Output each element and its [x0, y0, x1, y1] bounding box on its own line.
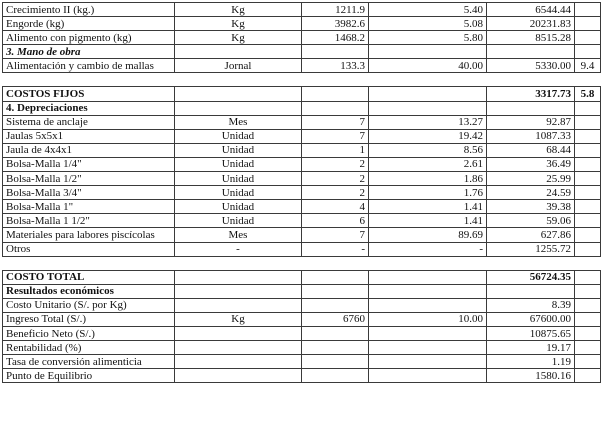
total-cell: [487, 45, 575, 59]
unit-cell: [175, 355, 302, 369]
row-label-cell: COSTO TOTAL: [3, 270, 175, 284]
table-row: [3, 172, 601, 186]
unit-cell: Unidad: [175, 157, 302, 171]
table-row: [3, 326, 601, 340]
percent-cell: [575, 228, 601, 242]
table-row: [3, 214, 601, 228]
total-cell: 627.86: [487, 228, 575, 242]
table-row: [3, 143, 601, 157]
table-row: [3, 369, 601, 383]
total-cell: [487, 284, 575, 298]
quantity-cell: -: [302, 242, 369, 256]
quantity-cell: 6: [302, 214, 369, 228]
quantity-cell: 133.3: [302, 59, 369, 73]
percent-cell: [575, 214, 601, 228]
unit-cell: Mes: [175, 115, 302, 129]
unit-cell: Kg: [175, 312, 302, 326]
row-label-cell: Rentabilidad (%): [3, 341, 175, 355]
unit-price-cell: [369, 326, 487, 340]
percent-cell: [575, 242, 601, 256]
unit-price-cell: 8.56: [369, 143, 487, 157]
total-cell: 68.44: [487, 143, 575, 157]
quantity-cell: [302, 341, 369, 355]
row-label-cell: Bolsa-Malla 1 1/2": [3, 214, 175, 228]
percent-cell: [575, 101, 601, 115]
unit-cell: [175, 270, 302, 284]
section-header-row: [3, 101, 601, 115]
unit-cell: Kg: [175, 3, 302, 17]
cost-table: [2, 2, 601, 383]
quantity-cell: [302, 298, 369, 312]
total-row: [3, 270, 601, 284]
unit-price-cell: [369, 298, 487, 312]
unit-cell: Kg: [175, 17, 302, 31]
row-label-cell: Alimentación y cambio de mallas: [3, 59, 175, 73]
total-cell: 39.38: [487, 200, 575, 214]
unit-price-cell: [369, 101, 487, 115]
row-label-cell: Bolsa-Malla 1/4": [3, 157, 175, 171]
total-cell: 56724.35: [487, 270, 575, 284]
total-cell: 1580.16: [487, 369, 575, 383]
unit-price-cell: 5.80: [369, 31, 487, 45]
row-label-cell: Tasa de conversión alimenticia: [3, 355, 175, 369]
percent-cell: [575, 157, 601, 171]
row-label-cell: COSTOS FIJOS: [3, 87, 175, 101]
percent-cell: [575, 17, 601, 31]
unit-cell: [175, 45, 302, 59]
unit-cell: [175, 298, 302, 312]
quantity-cell: 7: [302, 228, 369, 242]
unit-price-cell: 2.61: [369, 157, 487, 171]
unit-cell: Kg: [175, 31, 302, 45]
section-header-row: [3, 284, 601, 298]
unit-price-cell: 1.41: [369, 200, 487, 214]
unit-cell: Jornal: [175, 59, 302, 73]
unit-cell: Unidad: [175, 186, 302, 200]
quantity-cell: [302, 45, 369, 59]
percent-cell: 5.8: [575, 87, 601, 101]
unit-cell: Mes: [175, 228, 302, 242]
row-label-cell: 4. Depreciaciones: [3, 101, 175, 115]
percent-cell: 9.4: [575, 59, 601, 73]
unit-cell: Unidad: [175, 129, 302, 143]
quantity-cell: [302, 270, 369, 284]
percent-cell: [575, 3, 601, 17]
percent-cell: [575, 31, 601, 45]
unit-price-cell: [369, 341, 487, 355]
row-label-cell: Crecimiento II (kg.): [3, 3, 175, 17]
percent-cell: [575, 129, 601, 143]
row-label-cell: Costo Unitario (S/. por Kg): [3, 298, 175, 312]
unit-price-cell: 1.76: [369, 186, 487, 200]
spacer-row: [3, 73, 601, 87]
quantity-cell: [302, 369, 369, 383]
table-row: [3, 312, 601, 326]
total-cell: 6544.44: [487, 3, 575, 17]
row-label-cell: Materiales para labores piscícolas: [3, 228, 175, 242]
percent-cell: [575, 312, 601, 326]
total-row: [3, 87, 601, 101]
table-row: [3, 115, 601, 129]
percent-cell: [575, 284, 601, 298]
percent-cell: [575, 115, 601, 129]
quantity-cell: [302, 284, 369, 298]
total-cell: 25.99: [487, 172, 575, 186]
quantity-cell: 2: [302, 172, 369, 186]
table-row: [3, 298, 601, 312]
row-label-cell: Sistema de anclaje: [3, 115, 175, 129]
unit-price-cell: [369, 270, 487, 284]
quantity-cell: [302, 326, 369, 340]
unit-price-cell: 19.42: [369, 129, 487, 143]
spacer-cell: [3, 256, 601, 270]
percent-cell: [575, 172, 601, 186]
total-cell: 5330.00: [487, 59, 575, 73]
row-label-cell: Punto de Equilibrio: [3, 369, 175, 383]
total-cell: 24.59: [487, 186, 575, 200]
quantity-cell: 2: [302, 186, 369, 200]
section-header-row: [3, 45, 601, 59]
row-label-cell: Resultados económicos: [3, 284, 175, 298]
table-row: [3, 228, 601, 242]
quantity-cell: 1: [302, 143, 369, 157]
spacer-row: [3, 256, 601, 270]
table-row: [3, 355, 601, 369]
total-cell: 10875.65: [487, 326, 575, 340]
quantity-cell: [302, 355, 369, 369]
row-label-cell: Jaulas 5x5x1: [3, 129, 175, 143]
percent-cell: [575, 326, 601, 340]
total-cell: 19.17: [487, 341, 575, 355]
unit-price-cell: 5.40: [369, 3, 487, 17]
unit-cell: Unidad: [175, 172, 302, 186]
unit-price-cell: 1.41: [369, 214, 487, 228]
total-cell: 36.49: [487, 157, 575, 171]
quantity-cell: 3982.6: [302, 17, 369, 31]
unit-cell: Unidad: [175, 214, 302, 228]
unit-cell: [175, 341, 302, 355]
total-cell: 8.39: [487, 298, 575, 312]
total-cell: 1087.33: [487, 129, 575, 143]
total-cell: 92.87: [487, 115, 575, 129]
row-label-cell: Alimento con pigmento (kg): [3, 31, 175, 45]
total-cell: 1.19: [487, 355, 575, 369]
total-cell: 20231.83: [487, 17, 575, 31]
unit-price-cell: [369, 87, 487, 101]
total-cell: 67600.00: [487, 312, 575, 326]
unit-cell: [175, 87, 302, 101]
row-label-cell: Beneficio Neto (S/.): [3, 326, 175, 340]
row-label-cell: Bolsa-Malla 1/2": [3, 172, 175, 186]
percent-cell: [575, 200, 601, 214]
quantity-cell: 2: [302, 157, 369, 171]
percent-cell: [575, 298, 601, 312]
percent-cell: [575, 341, 601, 355]
cost-table-body: [3, 3, 601, 383]
table-row: [3, 17, 601, 31]
unit-price-cell: -: [369, 242, 487, 256]
quantity-cell: [302, 87, 369, 101]
unit-price-cell: [369, 355, 487, 369]
quantity-cell: [302, 101, 369, 115]
row-label-cell: Ingreso Total (S/.): [3, 312, 175, 326]
row-label-cell: Engorde (kg): [3, 17, 175, 31]
table-row: [3, 200, 601, 214]
percent-cell: [575, 369, 601, 383]
unit-cell: [175, 326, 302, 340]
percent-cell: [575, 45, 601, 59]
total-cell: 59.06: [487, 214, 575, 228]
unit-price-cell: 89.69: [369, 228, 487, 242]
spacer-cell: [3, 73, 601, 87]
row-label-cell: Bolsa-Malla 1": [3, 200, 175, 214]
row-label-cell: Jaula de 4x4x1: [3, 143, 175, 157]
unit-price-cell: 40.00: [369, 59, 487, 73]
percent-cell: [575, 143, 601, 157]
row-label-cell: Bolsa-Malla 3/4": [3, 186, 175, 200]
row-label-cell: 3. Mano de obra: [3, 45, 175, 59]
table-row: [3, 3, 601, 17]
table-row: [3, 31, 601, 45]
quantity-cell: 7: [302, 115, 369, 129]
unit-price-cell: [369, 369, 487, 383]
unit-cell: [175, 101, 302, 115]
table-row: [3, 157, 601, 171]
table-row: [3, 129, 601, 143]
unit-price-cell: 10.00: [369, 312, 487, 326]
total-cell: 3317.73: [487, 87, 575, 101]
table-row: [3, 186, 601, 200]
unit-cell: [175, 284, 302, 298]
table-row: [3, 341, 601, 355]
total-cell: 1255.72: [487, 242, 575, 256]
percent-cell: [575, 355, 601, 369]
table-row: [3, 242, 601, 256]
unit-cell: [175, 369, 302, 383]
quantity-cell: 4: [302, 200, 369, 214]
unit-price-cell: 1.86: [369, 172, 487, 186]
unit-cell: -: [175, 242, 302, 256]
row-label-cell: Otros: [3, 242, 175, 256]
quantity-cell: 1211.9: [302, 3, 369, 17]
unit-price-cell: 13.27: [369, 115, 487, 129]
table-row: [3, 59, 601, 73]
unit-cell: Unidad: [175, 143, 302, 157]
quantity-cell: 6760: [302, 312, 369, 326]
percent-cell: [575, 186, 601, 200]
percent-cell: [575, 270, 601, 284]
quantity-cell: 7: [302, 129, 369, 143]
unit-price-cell: [369, 45, 487, 59]
unit-price-cell: 5.08: [369, 17, 487, 31]
unit-price-cell: [369, 284, 487, 298]
unit-cell: Unidad: [175, 200, 302, 214]
quantity-cell: 1468.2: [302, 31, 369, 45]
total-cell: 8515.28: [487, 31, 575, 45]
total-cell: [487, 101, 575, 115]
